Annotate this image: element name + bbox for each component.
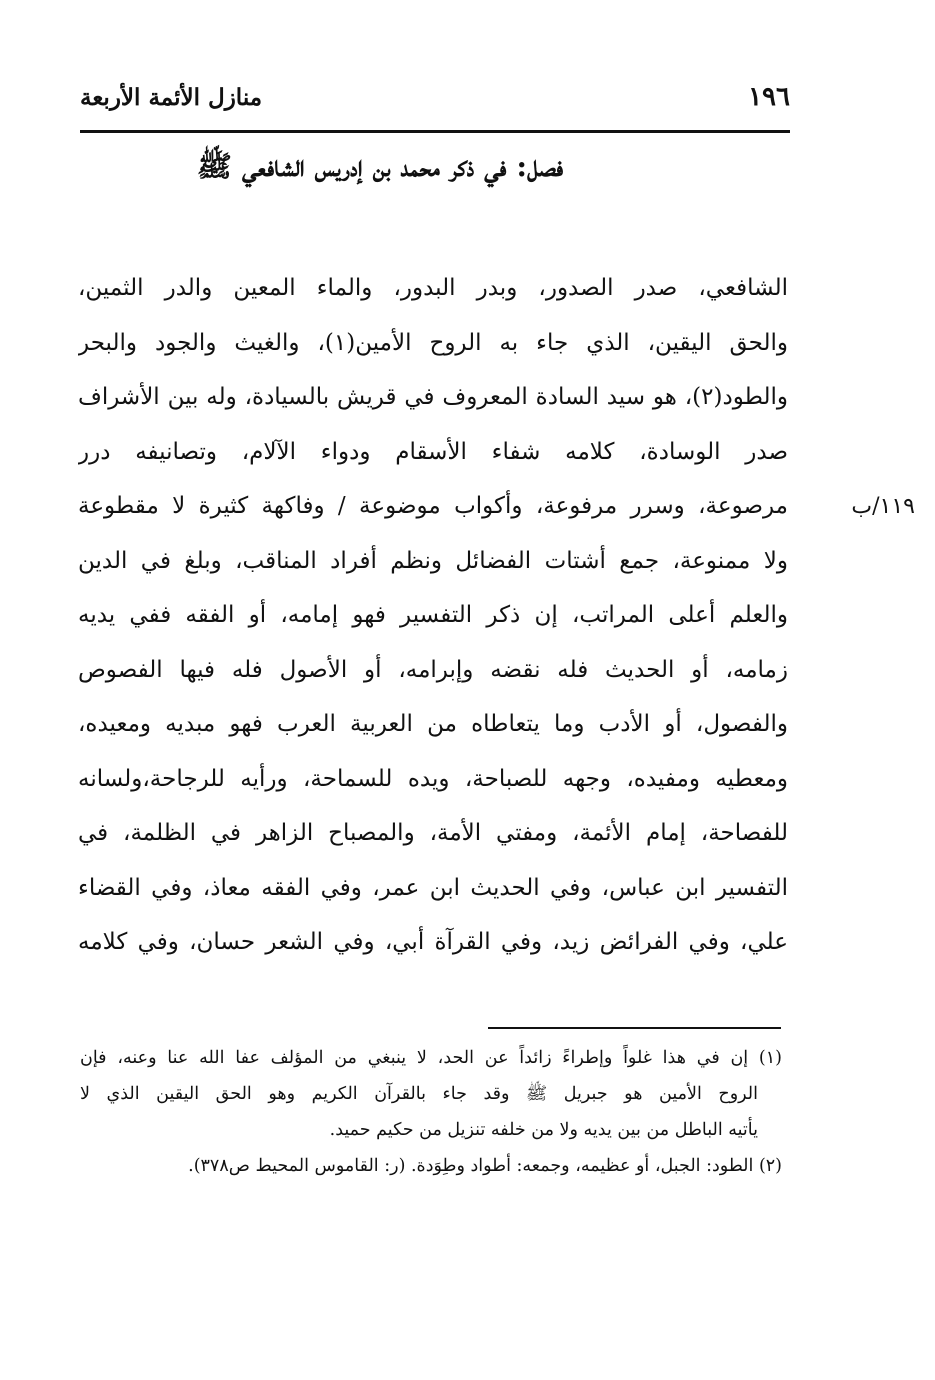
body-line: والفصول، أو الأدب وما يتعاطاه من العربية العرب فهو مبديه ومعيده،	[78, 711, 788, 737]
body-line: الشافعي، صدر الصدور، وبدر البدور، والماء المعين والدر الثمين،	[78, 275, 788, 301]
footnotes	[80, 1040, 782, 1184]
body-line: صدر الوسادة، كلامه شفاء الأسقام ودواء الآلام، وتصانيفه درر	[78, 438, 788, 465]
footnote-1-line: الروح الأمين هو جبريل ﷺ وقد جاء بالقرآن الكريم وهو الحق اليقين الذي لا	[80, 1084, 758, 1104]
page-number: ١٩٦	[748, 82, 790, 112]
header-divider	[80, 130, 790, 133]
body-line: للفصاحة، إمام الأئمة، ومفتي الأمة، والمصباح الزاهر في الظلمة، في	[78, 820, 788, 846]
body-line: التفسير ابن عباس، وفي الحديث ابن عمر، وفي الفقه معاذ، وفي القضاء	[78, 874, 788, 901]
body-line: ومعطيه ومفيده، وجهه للصباحة، ويده للسماحة، ورأيه للرجاحة،ولسانه	[78, 765, 788, 792]
body-line: والحق اليقين، الذي جاء به الروح الأمين(١)، والغيث والجود والبحر	[78, 329, 788, 356]
body-line: والعلم أعلى المراتب، إن ذكر التفسير فهو إمامه، أو الفقه ففي يديه	[78, 602, 788, 628]
body-line: ولا ممنوعة، جمع أشتات الفضائل ونظم أفراد المناقب، وبلغ في الدين	[78, 547, 788, 574]
footnote-2-line: (٢) الطود: الجبل، أو عظيمه، وجمعه: أطواد وطِوَدة. (ر: القاموس المحيط ص٣٧٨).	[188, 1156, 782, 1176]
running-header	[80, 82, 790, 126]
footnote-1-line: (١) إن في هذا غلواً وإطراءً زائداً عن الحد، لا ينبغي من المؤلف عفا الله عنا وعنه، فإن	[80, 1048, 782, 1068]
body-line: زمامه، أو الحديث فله نقضه وإبرامه، أو الأصول فله فيها الفصوص	[78, 656, 788, 683]
footnote-1-line: يأتيه الباطل من بين يديه ولا من خلفه تنزيل من حكيم حميد.	[329, 1120, 758, 1140]
body-line: مرصوعة، وسرر مرفوعة، وأكواب موضوعة / وفاكهة كثيرة لا مقطوعة	[78, 493, 788, 519]
footnote-divider	[488, 1027, 781, 1029]
body-text	[78, 261, 788, 970]
body-line: والطود(٢)، هو سيد السادة المعروف في قريش بالسيادة، وله بين الأشراف	[78, 384, 788, 410]
book-title: منازل الأئمة الأربعة	[80, 84, 263, 111]
margin-folio-note: ١١٩/ب	[851, 494, 915, 519]
body-line: علي، وفي الفرائض زيد، وفي القرآة أبي، وفي الشعر حسان، وفي كلامه	[78, 929, 788, 955]
chapter-title: فصل: في ذكر محمد بن إدريس الشافعي ﷺ	[196, 149, 564, 183]
